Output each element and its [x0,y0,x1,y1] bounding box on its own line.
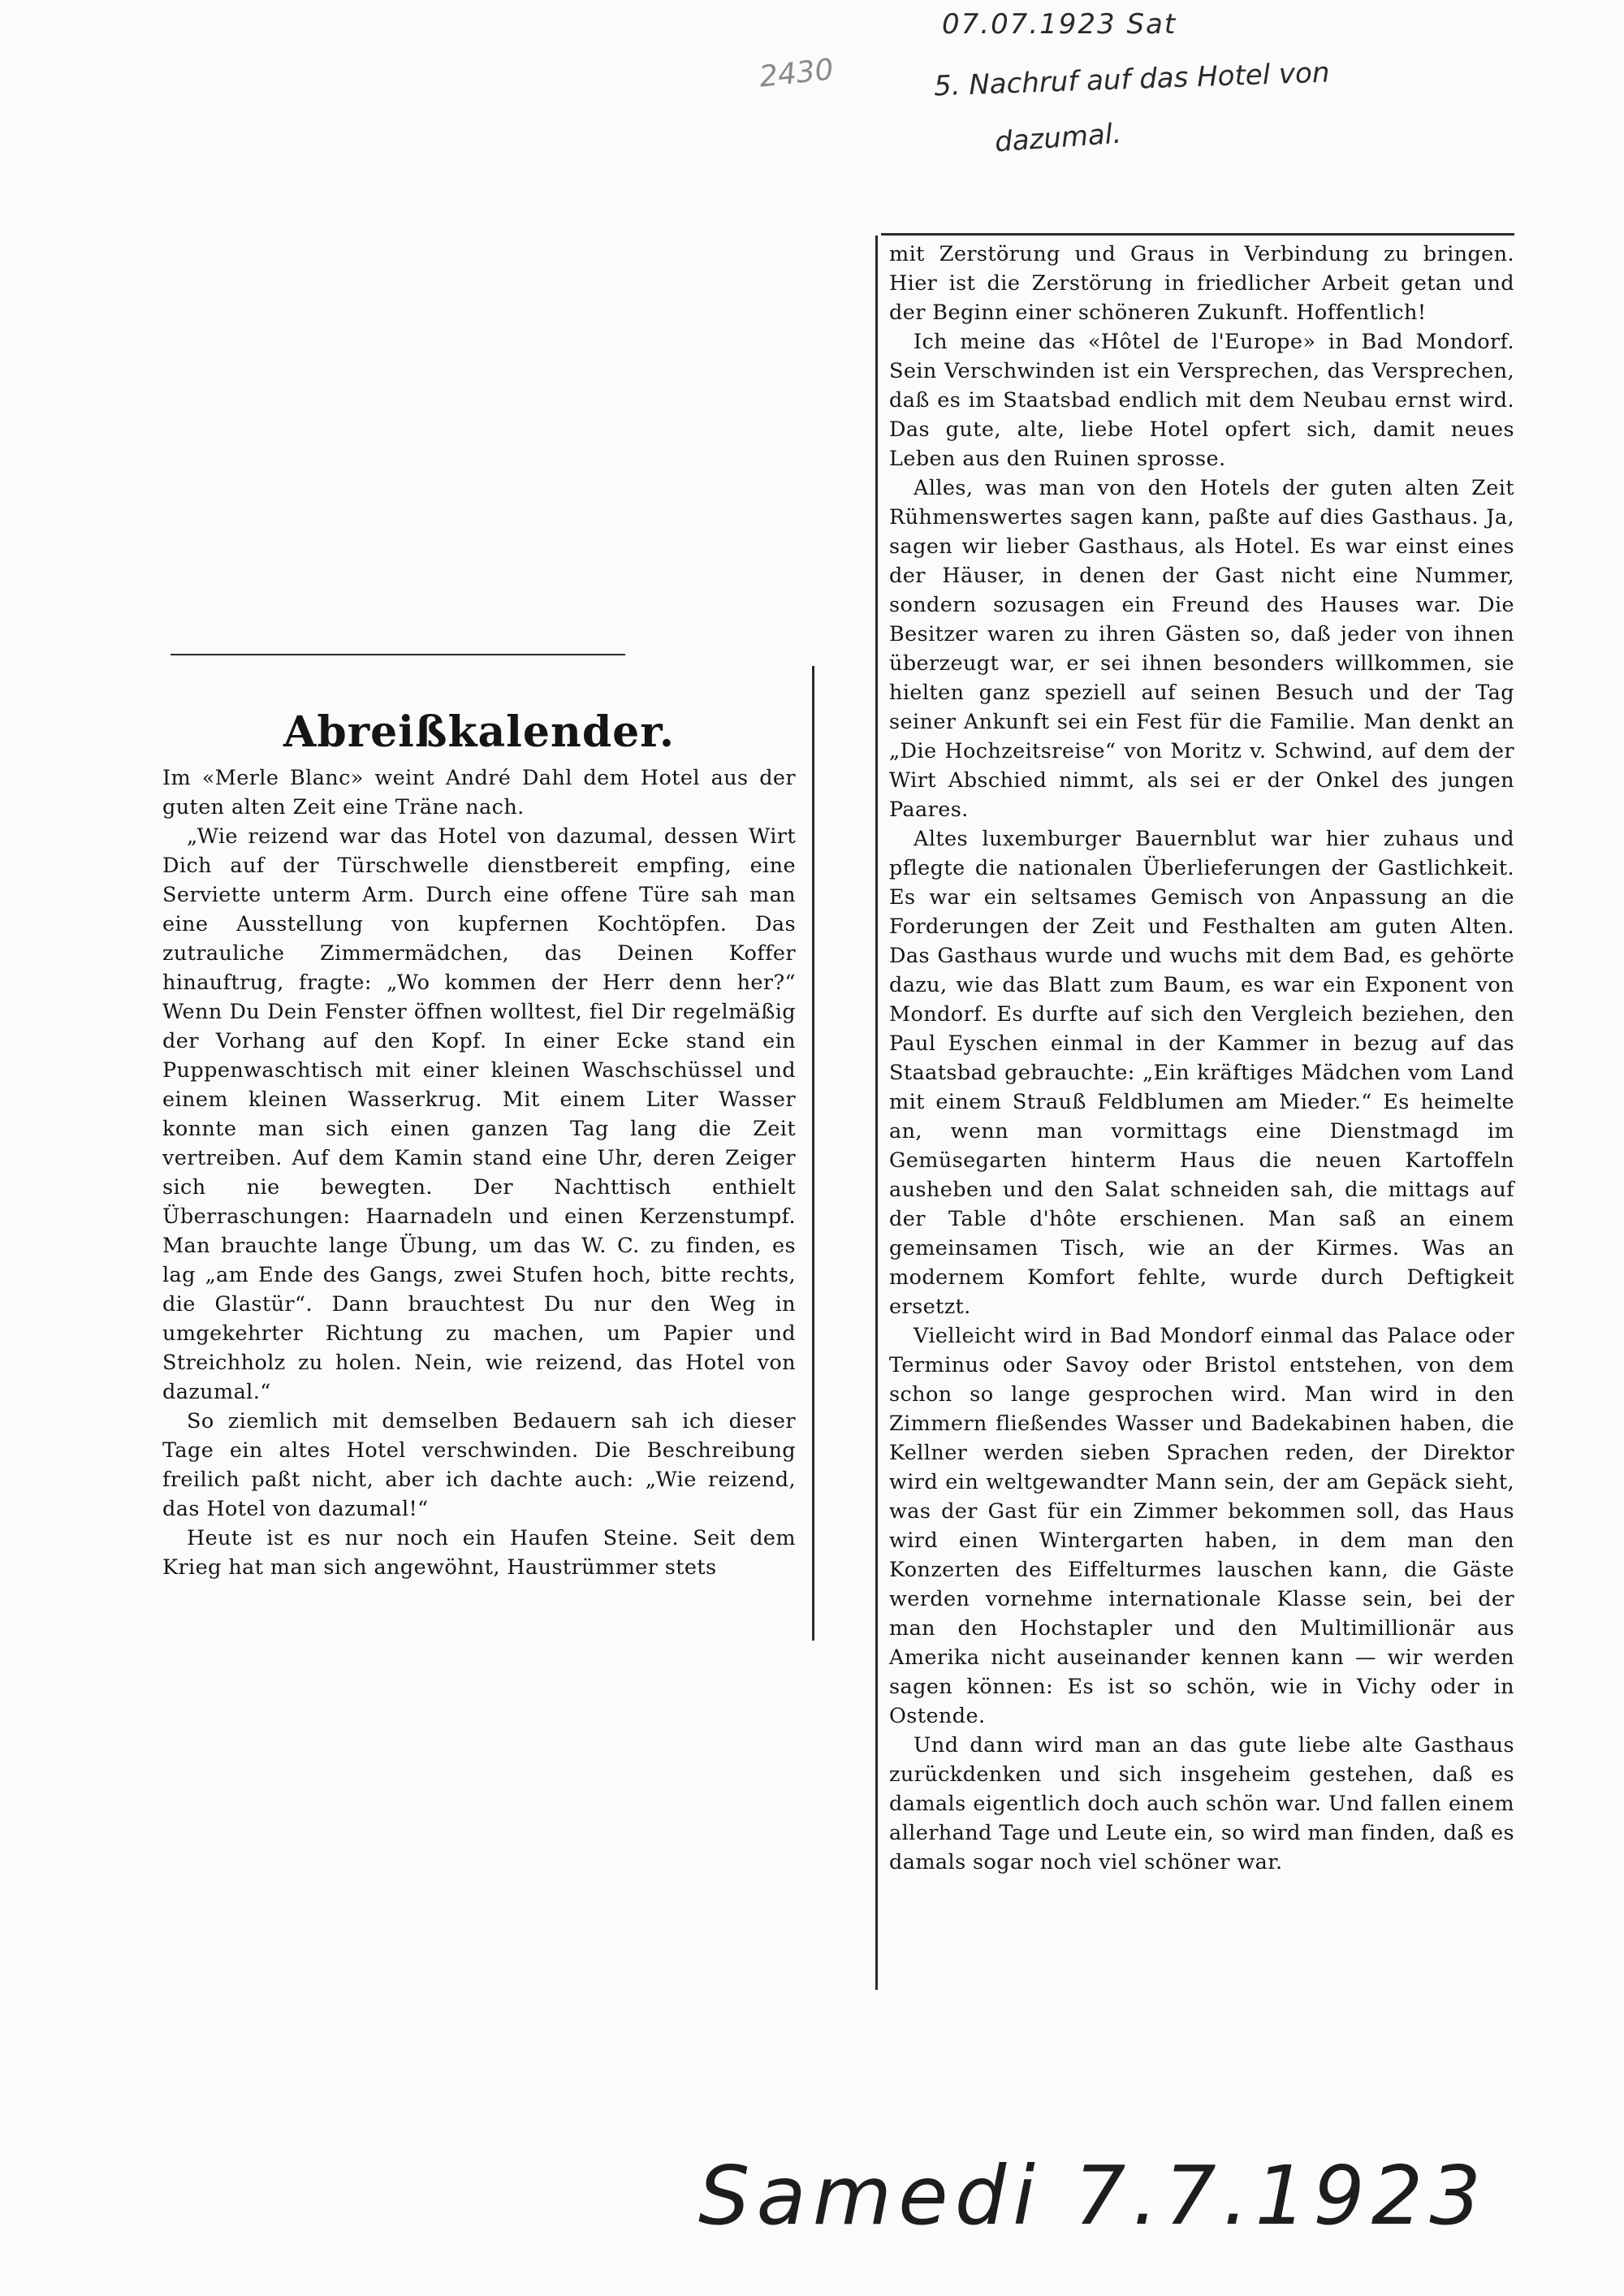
column-top-rule-right [881,233,1514,236]
article-paragraph: Heute ist es nur noch ein Haufen Steine. Seit dem Krieg hat man sich angewöhnt, Haustrümmer stets [162,1526,796,1580]
article-paragraph: „Wie reizend war das Hotel von dazumal, dessen Wirt Dich auf der Türschwelle dienstbereit empfing, eine Serviette unterm Arm. Durch eine offene Türe sah man eine Ausstellung von kupfernen Kochtöpfen. Das zutrauliche Zimmermädchen, das Deinen Koffer hinauftrug, fragte: „Wo kommen der Herr denn her?“ Wenn Du Dein Fenster öffnen wolltest, fiel Dir regelmäßig der Vorhang auf den Kopf. In einer Ecke stand ein Puppenwaschtisch mit einer kleinen Waschschüssel und einem kleinen Wasserkrug. Mit einem Liter Wasser konnte man sich einen ganzen Tag lang die Zeit vertreiben. Auf dem Kamin stand eine Uhr, deren Zeiger sich nie bewegten. Der Nachttisch enthielt Überraschungen: Haarnadeln und einen Kerzenstumpf. Man brauchte lange Übung, um das W. C. zu finden, es lag „am Ende des Gangs, zwei Stufen hoch, bitte rechts, die Glastür“. Dann brauchtest Du nur den Weg in umgekehrter Richtung zu machen, um Papier und Streichholz zu holen. Nein, wie reizend, das Hotel von dazumal.“ [162,824,796,1404]
column-divider-left [812,666,814,1641]
handwritten-archive-number: 2430 [758,53,836,94]
handwritten-date-bottom: Samedi 7.7.1923 [698,2148,1488,2243]
article-column-right [889,240,1514,1877]
article-column-left [162,707,796,1582]
article-paragraph: Alles, was man von den Hotels der guten alten Zeit Rühmenswertes sagen kann, paßte auf dies Gasthaus. Ja, sagen wir lieber Gasthaus, als Hotel. Es war einst eines der Häuser, in denen der Gast nicht eine Nummer, sondern sozusagen ein Freund des Hauses war. Die Besitzer waren zu ihren Gästen so, daß jeder von ihnen überzeugt war, er sei ihnen besonders willkommen, sie hielten ganz speziell auf seinen Besuch und der Tag seiner Ankunft sei ein Fest für die Familie. Man denkt an „Die Hochzeitsreise“ von Moritz v. Schwind, auf dem der Wirt Abschied nimmt, als sei er der Onkel des jungen Paares. [889,476,1514,822]
handwritten-note-line1: 5. Nachruf auf das Hotel von [933,56,1331,103]
handwritten-note-line2: dazumal. [993,117,1123,159]
handwritten-date-top: 07.07.1923 Sat [942,8,1177,41]
article-paragraph: Im «Merle Blanc» weint André Dahl dem Hotel aus der guten alten Zeit eine Träne nach. [162,766,796,819]
article-paragraph: Vielleicht wird in Bad Mondorf einmal das Palace oder Terminus oder Savoy oder Bristol entstehen, von dem schon so lange gesprochen wird. Man wird in den Zimmern fließendes Wasser und Badekabinen haben, die Kellner werden sieben Sprachen reden, der Direktor wird ein weltgewandter Mann sein, der am Gepäck sieht, was der Gast für ein Zimmer bekommen soll, das Haus wird einen Wintergarten haben, in dem man den Konzerten des Eiffelturmes lauschen kann, die Gäste werden vornehme internationale Klasse sein, bei der man den Hochstapler und den Multimillionär aus Amerika nicht auseinander kennen kann — wir werden sagen können: Es ist so schön, wie in Vichy oder in Ostende. [889,1324,1514,1728]
article-paragraph: mit Zerstörung und Graus in Verbindung zu bringen. Hier ist die Zerstörung in friedlicher Arbeit getan und der Beginn einer schöneren Zukunft. Hoffentlich! [889,242,1514,325]
article-paragraph: Ich meine das «Hôtel de l'Europe» in Bad Mondorf. Sein Verschwinden ist ein Versprechen, das Versprechen, daß es im Staatsbad endlich mit dem Neubau ernst wird. Das gute, alte, liebe Hotel opfert sich, damit neues Leben aus den Ruinen sprosse. [889,330,1514,471]
article-paragraph: Und dann wird man an das gute liebe alte Gasthaus zurückdenken und sich insgeheim gestehen, daß es damals eigentlich doch auch schön war. Und fallen einem allerhand Tage und Leute ein, so wird man finden, daß es damals sogar noch viel schöner war. [889,1733,1514,1874]
article-headline: Abreißkalender. [283,707,675,757]
article-paragraph: Altes luxemburger Bauernblut war hier zuhaus und pflegte die nationalen Überlieferungen der Gastlichkeit. Es war ein seltsames Gemisch von Anpassung an die Forderungen der Zeit und Festhalten am guten Alten. Das Gasthaus wurde und wuchs mit dem Bad, es gehörte dazu, wie das Blatt zum Baum, es war ein Exponent von Mondorf. Es durfte auf sich den Vergleich beziehen, den Paul Eyschen einmal in der Kammer in bezug auf das Staatsbad gebrauchte: „Ein kräftiges Mädchen vom Land mit einem Strauß Feldblumen am Mieder.“ Es heimelte an, wenn man vormittags eine Dienstmagd im Gemüsegarten hinterm Haus die neuen Kartoffeln ausheben und den Salat schneiden sah, die mittags auf der Table d'hôte erschienen. Man saß an einem gemeinsamen Tisch, wie an der Kirmes. Was an modernem Komfort fehlte, wurde durch Deftigkeit ersetzt. [889,827,1514,1319]
article-paragraph: So ziemlich mit demselben Bedauern sah ich dieser Tage ein altes Hotel verschwinden. Die Beschreibung freilich paßt nicht, aber ich dachte auch: „Wie reizend, das Hotel von dazumal!“ [162,1409,796,1521]
column-divider-right [875,236,878,1990]
column-top-rule-left [171,654,625,655]
